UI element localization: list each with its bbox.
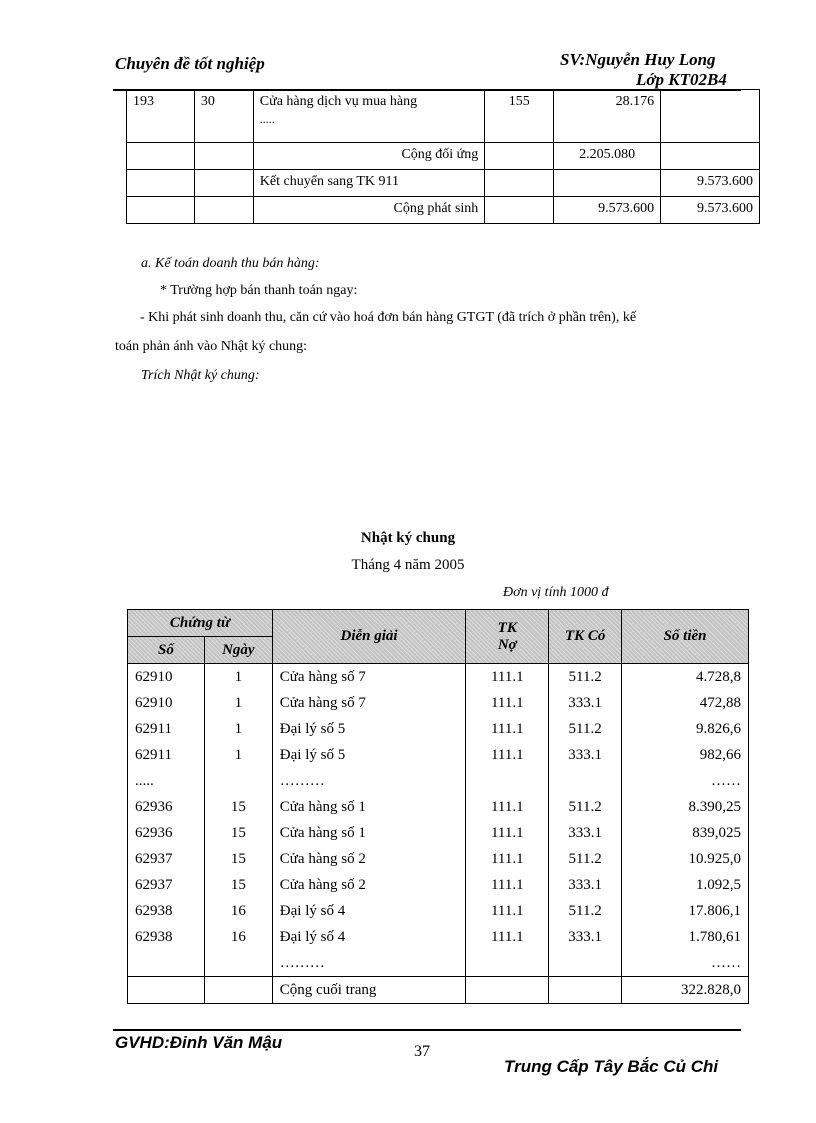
cell-number: 62936: [128, 794, 205, 820]
journal-table: [127, 609, 749, 1004]
table-row: [128, 950, 749, 977]
header-class: Lớp KT02B4: [636, 70, 727, 89]
cell-description: Đại lý số 4: [272, 924, 466, 950]
cell-debit: 111.1: [466, 742, 549, 768]
cell-debit: 111.1: [466, 716, 549, 742]
table-row: [127, 143, 760, 170]
cell-credit: 333.1: [549, 924, 622, 950]
cell-credit: 333.1: [549, 742, 622, 768]
header-description: Diễn giải: [272, 610, 466, 664]
cell-credit: 333.1: [549, 820, 622, 846]
table-row: [128, 846, 749, 872]
header-debit: [466, 610, 549, 664]
cell-date: 1: [204, 742, 272, 768]
ledger-cell: 193: [127, 90, 195, 143]
journal-unit: Đơn vị tính 1000 đ: [503, 585, 609, 600]
ledger-cell: 2.205.080: [554, 143, 661, 170]
cell-date: 1: [204, 664, 272, 691]
header-debit-line1: TK: [497, 619, 517, 636]
cell-description: Đại lý số 4: [272, 898, 466, 924]
cell-number: 62911: [128, 742, 205, 768]
case-line: * Trường hợp bán thanh toán ngay:: [160, 283, 358, 298]
ledger-cell: [194, 143, 253, 170]
table-row: [127, 197, 760, 224]
cell-description: Cửa hàng số 1: [272, 794, 466, 820]
cell-description: Cửa hàng số 2: [272, 872, 466, 898]
ledger-cell: Kết chuyển sang TK 911: [253, 170, 484, 197]
cell-number: 62938: [128, 898, 205, 924]
header-amount: Số tiền: [622, 610, 749, 664]
ledger-cell: [485, 143, 554, 170]
table-row: [128, 820, 749, 846]
cell-debit: 111.1: [466, 664, 549, 691]
cell-credit: 511.2: [549, 846, 622, 872]
cell-debit: [466, 950, 549, 977]
cell-description: Cửa hàng số 7: [272, 690, 466, 716]
cell-debit: 111.1: [466, 794, 549, 820]
cell-date: 1: [204, 716, 272, 742]
cell-description: Cửa hàng số 7: [272, 664, 466, 691]
ledger-desc: Cửa hàng dịch vụ mua hàng: [259, 94, 418, 109]
cell-date: [204, 950, 272, 977]
cell-number: 62937: [128, 846, 205, 872]
cell-date: 1: [204, 690, 272, 716]
cell-credit: 333.1: [549, 872, 622, 898]
ledger-cell: [485, 197, 554, 224]
paragraph-line-1: - Khi phát sinh doanh thu, căn cứ vào hoá đơn bán hàng GTGT (đã trích ở phần trên), kế: [140, 310, 637, 325]
cell-description: Cửa hàng số 1: [272, 820, 466, 846]
cell-debit: 111.1: [466, 690, 549, 716]
cell-debit: 111.1: [466, 846, 549, 872]
ledger-cell: [485, 170, 554, 197]
cell-credit: 511.2: [549, 898, 622, 924]
ledger-cell: Cộng đối ứng: [253, 143, 484, 170]
table-row: [128, 872, 749, 898]
table-header-row: [128, 610, 749, 637]
header-credit: TK Có: [549, 610, 622, 664]
cell-number: .....: [128, 768, 205, 794]
ledger-cell: [194, 170, 253, 197]
table-row: [127, 90, 760, 143]
cell-date: [204, 768, 272, 794]
ledger-cell: [554, 170, 661, 197]
footer-supervisor: GVHD:Đinh Văn Mậu: [115, 1033, 283, 1052]
ledger-ellipsis: .....: [259, 112, 275, 126]
ledger-cell: 155: [485, 90, 554, 143]
ledger-cell: [127, 143, 195, 170]
cell-amount: ……: [622, 768, 749, 794]
header-date: Ngày: [204, 637, 272, 664]
section-heading: a. Kế toán doanh thu bán hàng:: [141, 256, 320, 271]
cell-debit: [466, 768, 549, 794]
cell-date: 15: [204, 872, 272, 898]
cell-credit: [549, 950, 622, 977]
cell-credit: 511.2: [549, 716, 622, 742]
cell-number: 62936: [128, 820, 205, 846]
cell-amount: 10.925,0: [622, 846, 749, 872]
cell-credit: 333.1: [549, 690, 622, 716]
cell-amount: ……: [622, 950, 749, 977]
extract-label: Trích Nhật ký chung:: [141, 368, 260, 383]
header-student: SV:Nguyễn Huy Long: [560, 50, 716, 69]
ledger-cell: 9.573.600: [661, 170, 760, 197]
cell-debit: 111.1: [466, 820, 549, 846]
cell-debit: [466, 977, 549, 1004]
table-row: [128, 768, 749, 794]
cell-amount: 8.390,25: [622, 794, 749, 820]
cell-date: 16: [204, 898, 272, 924]
table-row: [127, 170, 760, 197]
journal-title: Nhật ký chung: [360, 530, 456, 546]
cell-date: 15: [204, 794, 272, 820]
table-row: [128, 690, 749, 716]
ledger-cell: 9.573.600: [554, 197, 661, 224]
footer-school: Trung Cấp Tây Bắc Củ Chi: [504, 1057, 719, 1076]
cell-description: ………: [272, 950, 466, 977]
cell-debit: 111.1: [466, 924, 549, 950]
cell-credit: [549, 768, 622, 794]
cell-credit: 511.2: [549, 794, 622, 820]
header-debit-line2: Nợ: [497, 636, 517, 653]
cell-amount: 17.806,1: [622, 898, 749, 924]
total-amount: 322.828,0: [622, 977, 749, 1004]
cell-number: 62910: [128, 690, 205, 716]
cell-date: [204, 977, 272, 1004]
table-row: [128, 924, 749, 950]
footer-rule: [113, 1029, 741, 1031]
header-voucher: Chứng từ: [128, 610, 273, 637]
cell-number: [128, 977, 205, 1004]
ledger-cell: 30: [194, 90, 253, 143]
cell-description: Cửa hàng số 2: [272, 846, 466, 872]
cell-amount: 4.728,8: [622, 664, 749, 691]
ledger-cell: [194, 197, 253, 224]
table-row: [128, 664, 749, 691]
ledger-cell: [661, 143, 760, 170]
cell-amount: 839,025: [622, 820, 749, 846]
cell-amount: 982,66: [622, 742, 749, 768]
header-number: Số: [128, 637, 205, 664]
cell-amount: 1.780,61: [622, 924, 749, 950]
cell-number: 62910: [128, 664, 205, 691]
ledger-cell: [127, 170, 195, 197]
cell-debit: 111.1: [466, 872, 549, 898]
table-row: [128, 716, 749, 742]
ledger-cell: [661, 90, 760, 143]
cell-number: 62911: [128, 716, 205, 742]
journal-subtitle: Tháng 4 năm 2005: [351, 557, 465, 573]
cell-amount: 9.826,6: [622, 716, 749, 742]
ledger-cell: Cộng phát sinh: [253, 197, 484, 224]
cell-number: 62938: [128, 924, 205, 950]
header-title: Chuyên đề tốt nghiệp: [115, 54, 265, 73]
cell-credit: [549, 977, 622, 1004]
cell-credit: 511.2: [549, 664, 622, 691]
table-row: [128, 742, 749, 768]
cell-description: Đại lý số 5: [272, 742, 466, 768]
ledger-cell: [253, 90, 484, 143]
cell-date: 15: [204, 846, 272, 872]
cell-date: 15: [204, 820, 272, 846]
page-number: 37: [414, 1043, 430, 1060]
cell-date: 16: [204, 924, 272, 950]
total-label: Cộng cuối trang: [272, 977, 466, 1004]
cell-debit: 111.1: [466, 898, 549, 924]
cell-description: ………: [272, 768, 466, 794]
paragraph-line-2: toán phản ánh vào Nhật ký chung:: [115, 339, 308, 354]
cell-description: Đại lý số 5: [272, 716, 466, 742]
cell-amount: 472,88: [622, 690, 749, 716]
ledger-cell: 9.573.600: [661, 197, 760, 224]
ledger-cell: [127, 197, 195, 224]
table-row: [128, 898, 749, 924]
ledger-table: [126, 89, 760, 224]
cell-number: 62937: [128, 872, 205, 898]
cell-number: [128, 950, 205, 977]
total-row: [128, 977, 749, 1004]
table-row: [128, 794, 749, 820]
cell-amount: 1.092,5: [622, 872, 749, 898]
ledger-cell: 28.176: [554, 90, 661, 143]
